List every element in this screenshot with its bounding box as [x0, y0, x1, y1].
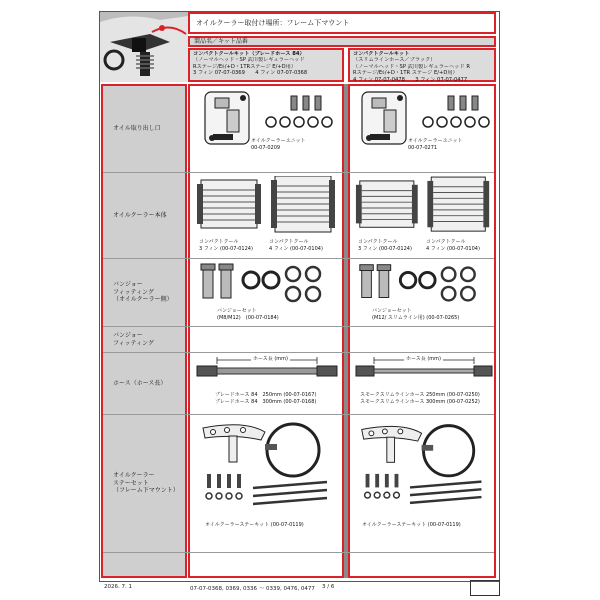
- stay-kit-image-a: [195, 418, 340, 550]
- caption: 3 フィン (00-07-0124): [358, 246, 412, 252]
- caption: 4 フィン (00-07-0104): [426, 246, 480, 252]
- caption: オイルクーラーステーキット (00-07-0119): [362, 522, 461, 528]
- caption: コンパクトクール: [269, 239, 309, 245]
- row-label-hose: ホース（ホース長）: [113, 379, 167, 387]
- product-kit-a: [188, 48, 344, 82]
- product-line: （ノーマルヘッド・SP 武川製レギュラーヘッド R: [353, 63, 470, 70]
- caption: 3 フィン (00-07-0124): [199, 246, 253, 252]
- mount-location-photo: [100, 12, 188, 82]
- oil-cooler-unit-image-a: [195, 88, 335, 172]
- row-label-banjo: バンジョー フィッティング: [113, 332, 154, 347]
- caption: バンジョーセット: [372, 308, 412, 314]
- row-label-cooler-body: オイルクーラー本体: [113, 211, 167, 219]
- row-divider: [103, 552, 494, 553]
- product-line: Rステージ/Eﾙ/+D・1TRステージ E/+D用）: [193, 63, 297, 70]
- hose-length-label: ホース長 (mm): [406, 356, 441, 362]
- caption: 4 フィン (00-07-0104): [269, 246, 323, 252]
- hose-length-label: ホース長 (mm): [253, 356, 288, 362]
- footer-date: 2026. 7. 1: [104, 584, 132, 590]
- page-number: 3 / 6: [322, 584, 335, 590]
- product-name: コンパクトクールキット: [353, 51, 410, 57]
- caption: スモークスリムラインホース 250mm (00-07-0250): [360, 392, 480, 398]
- caption: (M12/ スリムライン用) (00-07-0265): [372, 315, 460, 321]
- caption: ブレードホース 84 300mm (00-07-0168): [215, 399, 317, 405]
- takegawa-logo: [470, 580, 500, 596]
- banjo-set-image-a: [195, 262, 340, 324]
- caption: (M8/M12) (00-07-0184): [217, 315, 279, 321]
- caption: コンパクトクール: [426, 239, 466, 245]
- slimline-hose-image: [354, 356, 494, 412]
- row-label-banjo-cooler: バンジョー フィッティング （オイルクーラー側）: [113, 281, 173, 304]
- compact-cool-image-b: [354, 176, 494, 256]
- caption: スモークスリムラインホース 300mm (00-07-0252): [360, 399, 480, 405]
- caption: ブレードホース 84 250mm (00-07-0167): [215, 392, 317, 398]
- caption: オイルクーラーユニット: [251, 138, 306, 144]
- caption: オイルクーラーユニット: [408, 138, 463, 144]
- caption: バンジョーセット: [217, 308, 257, 314]
- product-line: （ノーマルヘッド・SP 武川製レギュラーヘッド: [193, 57, 305, 64]
- caption: 00-07-0209: [251, 145, 281, 151]
- caption: コンパクトクール: [199, 239, 239, 245]
- product-line: Rステージ/Eﾙ/+D・1TR ステージ E/+D用）: [353, 70, 458, 77]
- product-kit-b: [348, 48, 496, 82]
- section-label: 製品名／キット品番: [188, 36, 496, 47]
- page-title: オイルクーラー取付け場所：フレーム下マウント: [188, 12, 496, 34]
- caption: 00-07-0271: [408, 145, 438, 151]
- row-label-oil-outlet: オイル取り出し口: [113, 125, 161, 133]
- product-line: 4 フィン 07-07-0478 3 フィン 07-07-0477: [353, 76, 468, 83]
- product-line: 3 フィン 07-07-0369 4 フィン 07-07-0368: [193, 70, 308, 77]
- row-label-stay-set: オイルクーラー ステーセット （フレーム下マウント）: [113, 472, 179, 495]
- stay-kit-image-b: [354, 418, 494, 550]
- product-line: （スリムラインホース／ブラック）: [353, 57, 436, 64]
- caption: オイルクーラーステーキット (00-07-0119): [205, 522, 304, 528]
- caption: コンパクトクール: [358, 239, 398, 245]
- footer-codes: 07-07-0368, 0369, 0336 ～ 0339, 0476, 0477: [190, 586, 315, 592]
- compact-cool-image-a: [195, 176, 340, 256]
- braided-hose-image: [195, 356, 340, 412]
- banjo-set-image-b: [354, 262, 494, 324]
- product-name: コンパクトクールキット（ブレードホース 84）: [193, 51, 305, 57]
- oil-cooler-unit-image-b: [352, 88, 494, 172]
